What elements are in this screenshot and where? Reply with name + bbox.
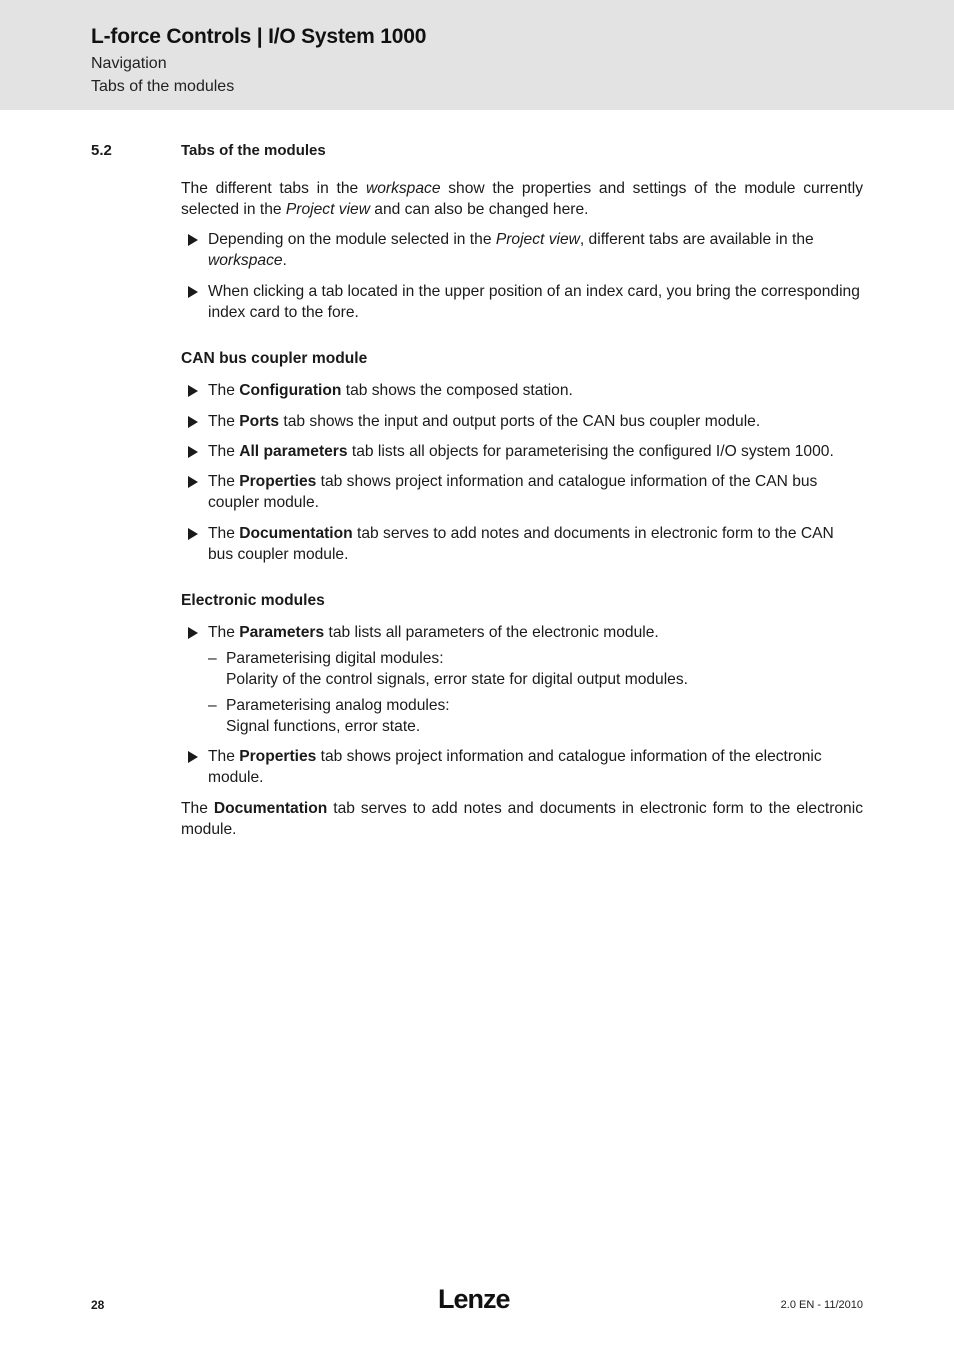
list-item: The Properties tab shows project information and catalogue information of the CAN bus coupler module.: [181, 471, 863, 513]
section-title: Tabs of the modules: [181, 142, 326, 159]
document-title: L-force Controls | I/O System 1000: [91, 25, 427, 48]
section-label: Tabs of the modules: [91, 78, 235, 95]
closing-paragraph: The Documentation tab serves to add notes and documents in electronic form to the electronic module.: [181, 800, 863, 838]
bullet-arrow-icon: [188, 385, 198, 397]
bullet-arrow-icon: [188, 286, 198, 298]
bullet-arrow-icon: [188, 528, 198, 540]
lenze-logo: Lenze: [438, 1284, 510, 1314]
bullet-arrow-icon: [188, 476, 198, 488]
list-item: The Ports tab shows the input and output ports of the CAN bus coupler module.: [181, 411, 863, 432]
page-header: [0, 0, 954, 110]
chapter-label: Navigation: [91, 55, 167, 72]
list-item: The All parameters tab lists all objects for parameterising the configured I/O system 1000.: [181, 441, 863, 462]
list-item: The Configuration tab shows the composed station.: [181, 380, 863, 401]
document-version: 2.0 EN - 11/2010: [780, 1299, 863, 1311]
list-item: Depending on the module selected in the Project view, different tabs are available in the workspace.: [181, 229, 863, 271]
bullet-arrow-icon: [188, 751, 198, 763]
main-content: [181, 178, 863, 840]
list-item: The Documentation tab serves to add notes and documents in electronic form to the CAN bus coupler module.: [181, 523, 863, 565]
page-number: 28: [91, 1298, 105, 1312]
sub-list-item: – Parameterising digital modules: Polarity of the control signals, error state for digital output modules.: [208, 650, 688, 688]
sub-list-item: – Parameterising analog modules: Signal functions, error state.: [208, 697, 450, 735]
bullet-arrow-icon: [188, 446, 198, 458]
subheading-can: CAN bus coupler module: [181, 350, 368, 367]
bullet-arrow-icon: [188, 416, 198, 428]
bullet-arrow-icon: [188, 627, 198, 639]
dash-marker: –: [208, 697, 217, 714]
bullet-arrow-icon: [188, 234, 198, 246]
list-item: The Parameters tab lists all parameters of the electronic module.: [181, 622, 863, 643]
subheading-electronic: Electronic modules: [181, 592, 325, 609]
list-item: The Properties tab shows project information and catalogue information of the electronic module.: [181, 746, 863, 788]
dash-marker: –: [208, 650, 217, 667]
list-item: When clicking a tab located in the upper position of an index card, you bring the corresponding index card to the fore.: [181, 281, 863, 323]
section-number: 5.2: [91, 142, 112, 159]
intro-paragraph: The different tabs in the workspace show the properties and settings of the module currently selected in the Project view and can also be changed here.: [181, 180, 863, 218]
